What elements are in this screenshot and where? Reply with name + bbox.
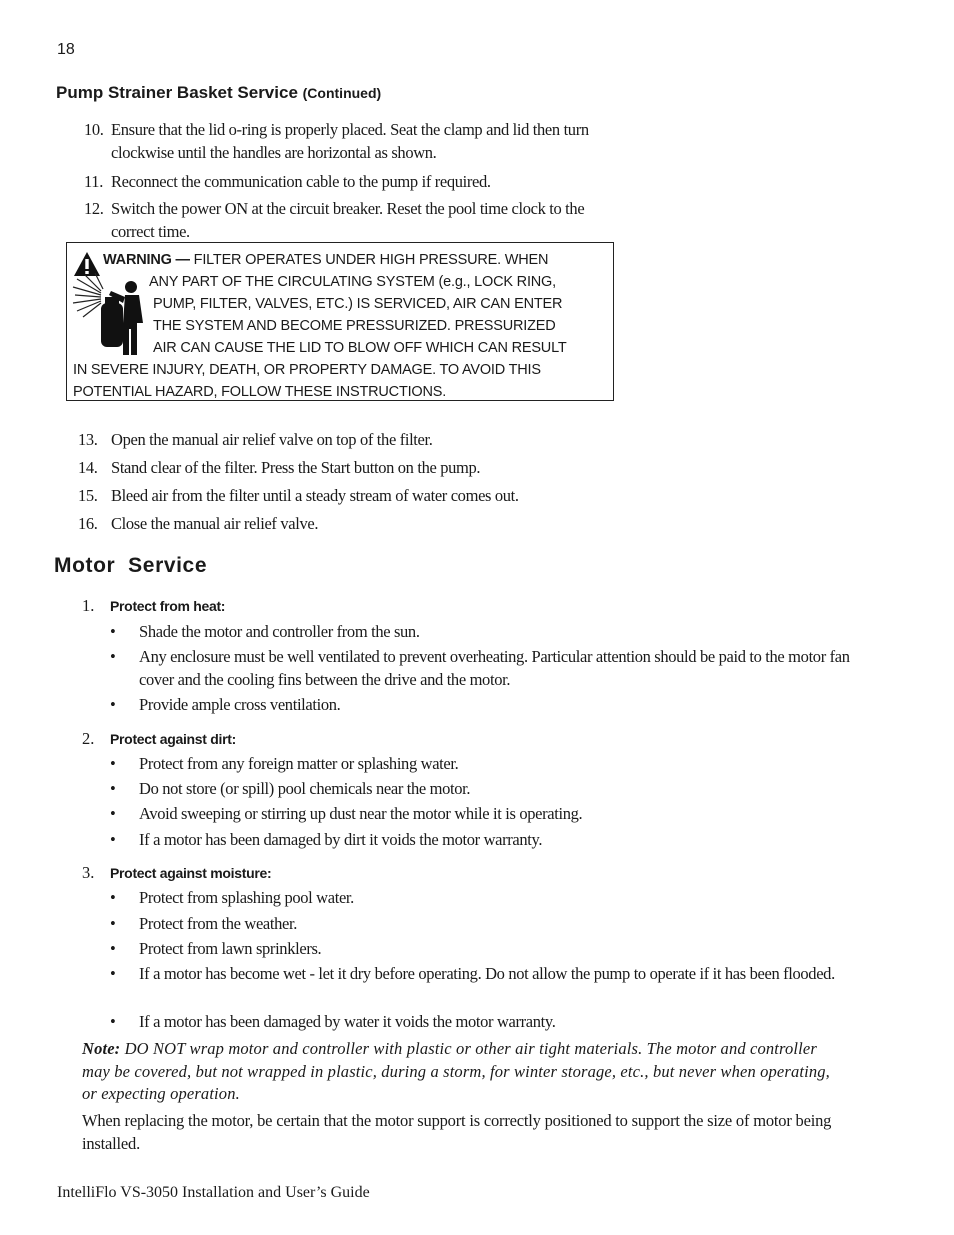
bullet-item: • Shade the motor and controller from the sun. — [110, 622, 420, 641]
item-label: Protect from heat: — [110, 598, 226, 614]
section-title: Pump Strainer Basket Service — [56, 83, 298, 102]
step-text: Stand clear of the filter. Press the Start button on the pump. — [111, 458, 481, 477]
bullet-item: • Do not store (or spill) pool chemicals near the motor. — [110, 779, 471, 798]
step-number: 14. — [78, 458, 98, 477]
bullet-item: • Avoid sweeping or stirring up dust near the motor while it is operating. — [110, 804, 583, 823]
bullet-item: • If a motor has become wet - let it dry before operating. Do not allow the pump to operate if it has been flooded. — [110, 964, 835, 983]
bullet-item: • Protect from lawn sprinklers. — [110, 939, 322, 958]
step-text: Ensure that the lid o-ring is properly placed. Seat the clamp and lid then turn clockwise until the handles are horizontal as shown. — [111, 120, 589, 162]
footer-guide-title: IntelliFlo VS-3050 Installation and User’s Guide — [57, 1184, 370, 1201]
warning-line: ANY PART OF THE CIRCULATING SYSTEM (e.g., LOCK RING, — [149, 274, 556, 290]
step-number: 13. — [78, 430, 98, 449]
step-text: Switch the power ON at the circuit breaker. Reset the pool time clock to the correct time. — [111, 199, 585, 241]
warning-line: IN SEVERE INJURY, DEATH, OR PROPERTY DAMAGE. TO AVOID THIS — [73, 362, 541, 378]
warning-line: AIR CAN CAUSE THE LID TO BLOW OFF WHICH CAN RESULT — [153, 340, 567, 356]
step-number: 12. — [84, 199, 104, 218]
step-text: Bleed air from the filter until a steady stream of water comes out. — [111, 486, 519, 505]
note-label: Note: — [82, 1039, 121, 1058]
warning-line: POTENTIAL HAZARD, FOLLOW THESE INSTRUCTIONS. — [73, 384, 447, 400]
item-number: 1. — [82, 596, 95, 615]
continued-label: (Continued) — [302, 85, 382, 101]
bullet-item: • Any enclosure must be well ventilated to prevent overheating. Particular attention should be paid to the motor fan cover and the cooling fins between the drive and the motor. — [110, 647, 850, 689]
step-14 — [78, 456, 638, 479]
item-label: Protect against moisture: — [110, 865, 272, 881]
note-text: DO NOT wrap motor and controller with plastic or other air tight materials. The motor and controller may be covered, but not wrapped in plastic, during a storm, for winter storage, etc., but never when operating, or expecting operation. — [82, 1039, 830, 1103]
warning-label: WARNING — — [103, 252, 190, 268]
warning-line: THE SYSTEM AND BECOME PRESSURIZED. PRESSURIZED — [153, 318, 556, 334]
step-text: Close the manual air relief valve. — [111, 514, 319, 533]
motor-item-1 — [82, 596, 226, 616]
bullet-item: • Protect from the weather. — [110, 914, 298, 933]
item-number: 2. — [82, 729, 95, 748]
step-number: 16. — [78, 514, 98, 533]
bullet-item: • If a motor has been damaged by dirt it voids the motor warranty. — [110, 830, 543, 849]
section-heading-motor-service: Motor Service — [54, 554, 208, 577]
warning-text — [73, 249, 609, 403]
item-number: 3. — [82, 863, 95, 882]
step-number: 15. — [78, 486, 98, 505]
warning-box — [66, 242, 614, 401]
step-10 — [84, 118, 624, 164]
step-12 — [84, 197, 624, 243]
step-text: Reconnect the communication cable to the pump if required. — [111, 172, 491, 191]
step-13 — [78, 428, 638, 451]
step-text: Open the manual air relief valve on top of the filter. — [111, 430, 433, 449]
step-number: 11. — [84, 172, 103, 191]
warning-line: PUMP, FILTER, VALVES, ETC.) IS SERVICED, AIR CAN ENTER — [153, 296, 563, 312]
motor-item-3 — [82, 863, 272, 883]
warning-line: FILTER OPERATES UNDER HIGH PRESSURE. WHEN — [193, 252, 549, 268]
motor-item-2 — [82, 729, 236, 749]
bullet-item: • If a motor has been damaged by water it voids the motor warranty. — [110, 1012, 556, 1031]
step-11 — [84, 170, 624, 193]
note-paragraph — [82, 1038, 842, 1106]
page-number: 18 — [57, 41, 75, 58]
section-heading-pump-strainer — [56, 83, 381, 103]
bullet-item: • Provide ample cross ventilation. — [110, 695, 341, 714]
step-16 — [78, 512, 638, 535]
step-number: 10. — [84, 120, 104, 139]
item-label: Protect against dirt: — [110, 731, 236, 747]
motor-replacement-paragraph: When replacing the motor, be certain that the motor support is correctly positioned to support the size of motor being installed. — [82, 1111, 832, 1153]
bullet-item: • Protect from any foreign matter or splashing water. — [110, 754, 459, 773]
bullet-item: • Protect from splashing pool water. — [110, 888, 354, 907]
step-15 — [78, 484, 638, 507]
